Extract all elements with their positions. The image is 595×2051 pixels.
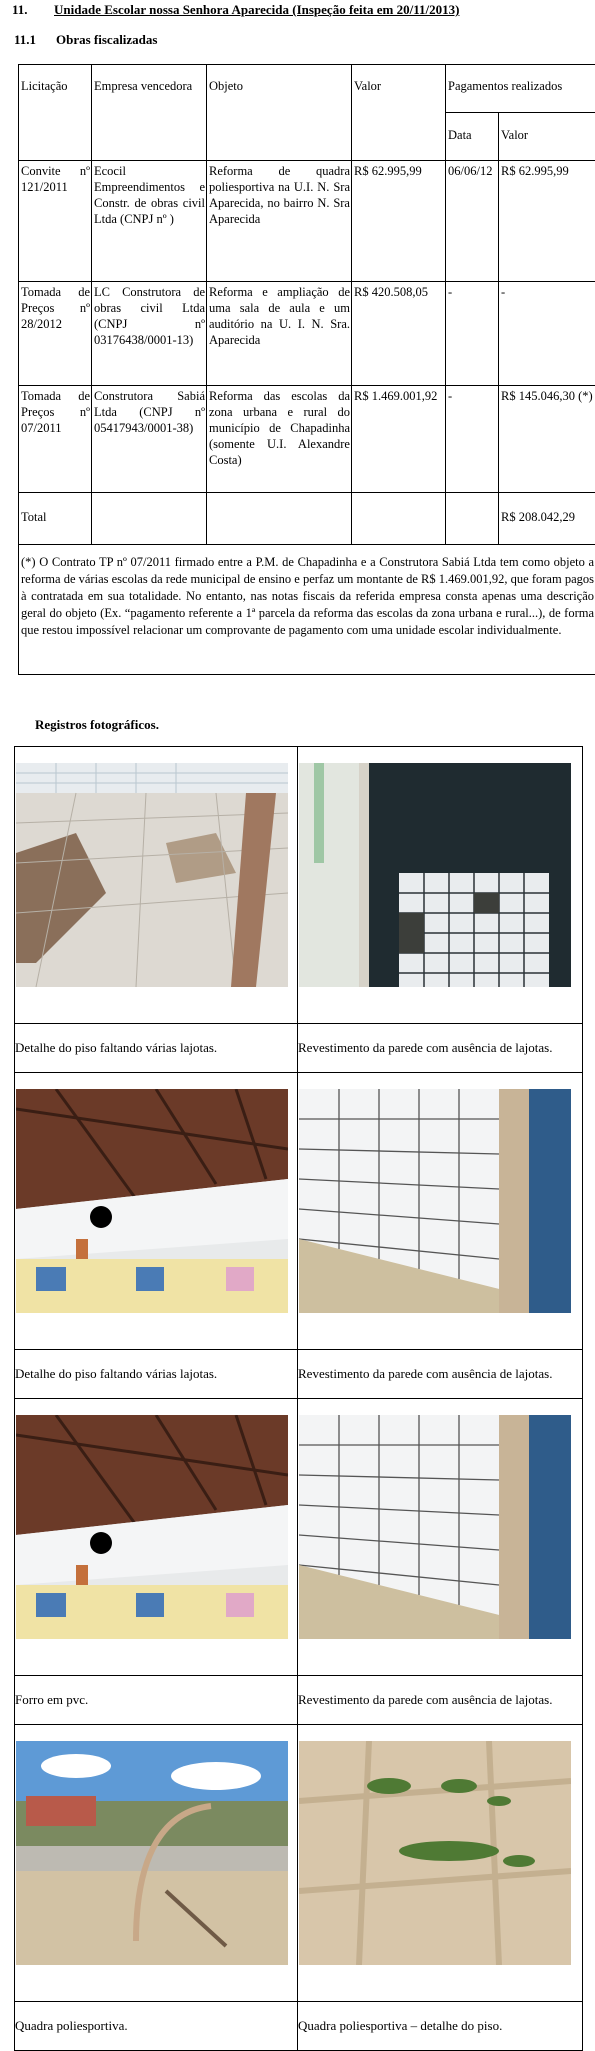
- header-pagamentos: Pagamentos realizados: [446, 65, 595, 113]
- header-valor: Valor: [352, 65, 446, 161]
- section-title: Unidade Escolar nossa Senhora Aparecida (Inspeção feita em 20/11/2013): [54, 2, 459, 17]
- photo-caption: Forro em pvc.: [15, 1676, 298, 1725]
- header-empresa: Empresa vencedora: [92, 65, 207, 161]
- empty-cell: [207, 493, 352, 545]
- cell-data: -: [446, 386, 499, 493]
- table-total-row: [19, 493, 595, 545]
- cell-valor: R$ 1.469.001,92: [352, 386, 446, 493]
- photo-court-floor-detail: [299, 1741, 571, 1965]
- photos-table: [14, 746, 583, 2051]
- section-heading: [12, 2, 459, 18]
- table-row: [19, 282, 595, 386]
- photo-cell: [15, 1725, 298, 2002]
- cell-licitacao: Tomada de Preços nº 28/2012: [19, 282, 92, 386]
- cell-licitacao: Tomada de Preços nº 07/2011: [19, 386, 92, 493]
- cell-objeto: Reforma e ampliação de uma sala de aula e um auditório na U. I. N. Sra. Aparecida: [207, 282, 352, 386]
- subsection-title: Obras fiscalizadas: [56, 32, 157, 47]
- header-licitacao: Licitação: [19, 65, 92, 161]
- photo-cell: [298, 747, 583, 1024]
- cell-data: 06/06/12: [446, 161, 499, 282]
- caption-row: [15, 1350, 583, 1399]
- caption-row: [15, 1676, 583, 1725]
- photo-floor-missing-tiles: [16, 763, 288, 987]
- caption-row: [15, 2002, 583, 2051]
- table-note-row: [19, 545, 595, 675]
- cell-empresa: Construtora Sabiá Ltda (CNPJ nº 05417943/0001-38): [92, 386, 207, 493]
- cell-licitacao: Convite nº 121/2011: [19, 161, 92, 282]
- photo-caption: Detalhe do piso faltando várias lajotas.: [15, 1024, 298, 1073]
- empty-cell: [92, 493, 207, 545]
- photo-caption: Quadra poliesportiva – detalhe do piso.: [298, 2002, 583, 2051]
- photo-caption: Revestimento da parede com ausência de lajotas.: [298, 1676, 583, 1725]
- subsection-number: 11.1: [14, 32, 56, 48]
- photo-cell: [298, 1073, 583, 1350]
- table-row: [19, 386, 595, 493]
- cell-valor: R$ 62.995,99: [352, 161, 446, 282]
- photo-pvc-ceiling: [16, 1415, 288, 1639]
- table-header-row: [19, 65, 595, 113]
- photo-row: [15, 747, 583, 1024]
- cell-data: -: [446, 282, 499, 386]
- section-number: 11.: [12, 2, 54, 18]
- total-label: Total: [19, 493, 92, 545]
- table-row: [19, 161, 595, 282]
- photo-cell: [298, 1725, 583, 2002]
- empty-cell: [352, 493, 446, 545]
- photo-sports-court: [16, 1741, 288, 1965]
- header-objeto: Objeto: [207, 65, 352, 161]
- photo-caption: Detalhe do piso faltando várias lajotas.: [15, 1350, 298, 1399]
- cell-valor-pago: R$ 145.046,30 (*): [499, 386, 595, 493]
- cell-valor-pago: -: [499, 282, 595, 386]
- photo-cell: [298, 1399, 583, 1676]
- photo-caption: Revestimento da parede com ausência de lajotas.: [298, 1024, 583, 1073]
- cell-empresa: Ecocil Empreendimentos e Constr. de obras civil Ltda (CNPJ nº ): [92, 161, 207, 282]
- empty-cell: [446, 493, 499, 545]
- cell-valor: R$ 420.508,05: [352, 282, 446, 386]
- photo-row: [15, 1073, 583, 1350]
- cell-empresa: LC Construtora de obras civil Ltda (CNPJ nº 03176438/0001-13): [92, 282, 207, 386]
- photo-cell: [15, 1399, 298, 1676]
- photo-cell: [15, 747, 298, 1024]
- cell-valor-pago: R$ 62.995,99: [499, 161, 595, 282]
- photo-wall-corner-tiles: [299, 1089, 571, 1313]
- photo-wall-missing-tiles: [299, 763, 571, 987]
- table-note: (*) O Contrato TP nº 07/2011 firmado entre a P.M. de Chapadinha e a Construtora Sabiá Ltda tem como objeto a reforma de várias escolas da rede municipal de ensino e perfaz um montante de R$ 1.469.001,92, que foram pagos à contratada em sua totalidade. No entanto, nas notas fiscais da referida empresa consta apenas uma descrição geral do objeto (Ex. “pagamento referente a 1ª parcela da reforma das escolas da zona urbana e rural...), de forma que restou impossível relacionar um comprovante de pagamento com uma unidade escolar individualmente.: [19, 545, 595, 675]
- photo-caption: Quadra poliesportiva.: [15, 2002, 298, 2051]
- photo-row: [15, 1725, 583, 2002]
- header-data: Data: [446, 113, 499, 161]
- photo-caption: Revestimento da parede com ausência de lajotas.: [298, 1350, 583, 1399]
- photos-title: Registros fotográficos.: [35, 717, 159, 733]
- photo-roof-structure: [16, 1089, 288, 1313]
- caption-row: [15, 1024, 583, 1073]
- photo-row: [15, 1399, 583, 1676]
- cell-objeto: Reforma das escolas da zona urbana e rural do município de Chapadinha (somente U.I. Alexandre Costa): [207, 386, 352, 493]
- subsection-heading: [14, 32, 157, 48]
- photo-wall-corner-tiles: [299, 1415, 571, 1639]
- total-value: R$ 208.042,29: [499, 493, 595, 545]
- cell-objeto: Reforma de quadra poliesportiva na U.I. N. Sra Aparecida, no bairro N. Sra Aparecida: [207, 161, 352, 282]
- header-valor-pago: Valor: [499, 113, 595, 161]
- obras-table: [18, 64, 595, 675]
- photo-cell: [15, 1073, 298, 1350]
